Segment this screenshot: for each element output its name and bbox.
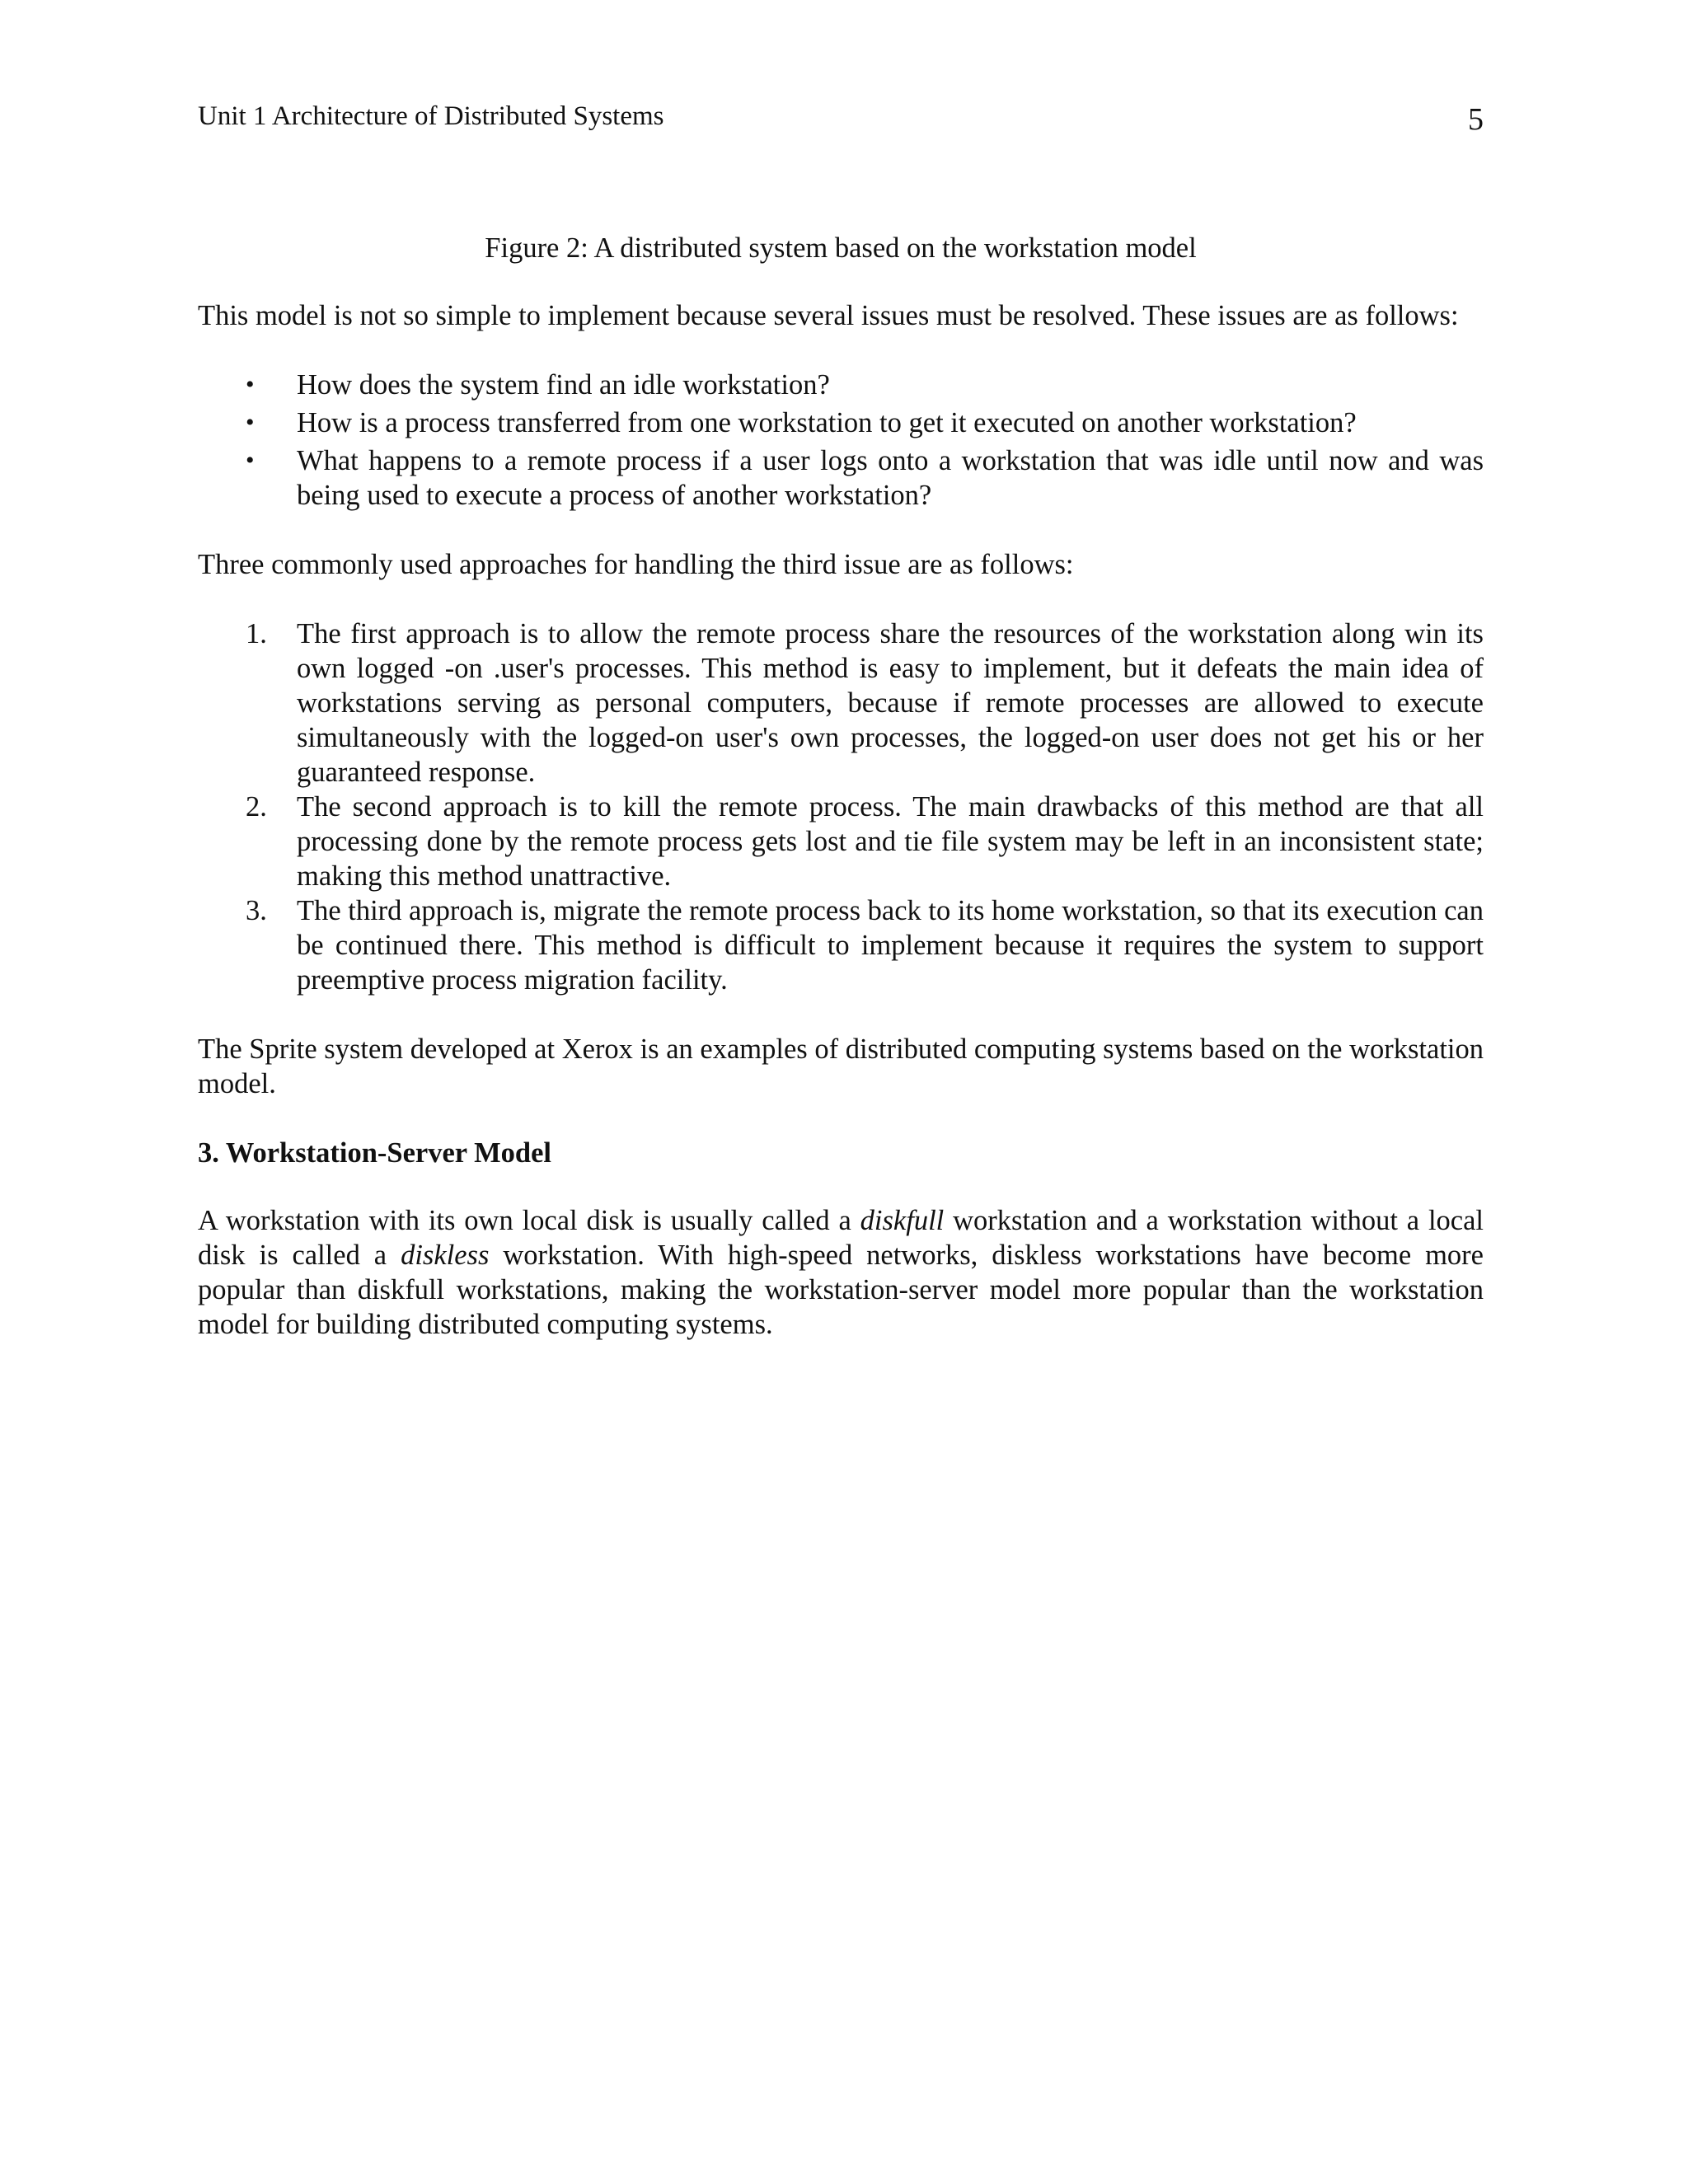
approaches-intro: Three commonly used approaches for handling the third issue are as follows:	[198, 549, 1074, 580]
bullet-icon: •	[246, 447, 255, 474]
page-header	[198, 97, 1484, 147]
paragraph-text: workstation. With high-speed networks, diskless workstations have become more popular than diskfull workstations, making the workstation-server model more popular than the workstation model for building distributed computing systems.	[198, 1240, 1484, 1340]
list-number: 2.	[246, 791, 267, 823]
section-heading: 3. Workstation-Server Model	[198, 1137, 551, 1169]
list-item-text: How is a process transferred from one workstation to get it executed on another workstation?	[297, 407, 1357, 438]
italic-term: diskless	[401, 1240, 490, 1271]
list-item	[198, 790, 1484, 893]
bullet-icon: •	[246, 409, 255, 436]
list-item-text: The second approach is to kill the remote process. The main drawbacks of this method are that all processing done by the remote process gets lost and tie file system may be left in an inconsistent state; making this method unattractive.	[297, 791, 1484, 892]
list-number: 1.	[246, 618, 267, 649]
italic-term: diskfull	[860, 1205, 945, 1236]
page-body	[198, 231, 1484, 1376]
sprite-paragraph: The Sprite system developed at Xerox is an examples of distributed computing systems based on the workstation model.	[198, 1033, 1484, 1099]
approaches-list	[198, 616, 1484, 997]
list-item	[198, 893, 1484, 997]
page-number: 5	[1468, 102, 1484, 137]
section-paragraph	[198, 1203, 1484, 1342]
intro-paragraph: This model is not so simple to implement because several issues must be resolved. These issues are as follows:	[198, 300, 1459, 331]
list-item-text: What happens to a remote process if a user logs onto a workstation that was idle until now and was being used to execute a process of another workstation?	[297, 445, 1484, 511]
list-item-text: The third approach is, migrate the remote process back to its home workstation, so that its execution can be continued there. This method is difficult to implement because it requires the system to support preemptive process migration facility.	[297, 895, 1484, 996]
list-item-text: How does the system find an idle workstation?	[297, 369, 830, 401]
issues-list	[198, 368, 1484, 513]
list-item	[198, 368, 1484, 402]
running-header-title: Unit 1 Architecture of Distributed Systems	[198, 101, 664, 131]
figure-caption: Figure 2: A distributed system based on the workstation model	[485, 232, 1197, 264]
paragraph-text: workstation and a workstation without a local disk is called a	[198, 1205, 1484, 1271]
list-item	[198, 443, 1484, 513]
list-item	[198, 405, 1484, 440]
paragraph-text: A workstation with its own local disk is usually called a	[198, 1205, 860, 1236]
list-item-text: The first approach is to allow the remote process share the resources of the workstation along win its own logged -on .user's processes. This method is easy to implement, but it defeats the main idea of workstations serving as personal computers, because if remote processes are allowed to execute simultaneously with the logged-on user's own processes, the logged-on user does not get his or her guaranteed response.	[297, 618, 1484, 788]
list-item	[198, 616, 1484, 790]
list-number: 3.	[246, 895, 267, 926]
bullet-icon: •	[246, 371, 255, 398]
